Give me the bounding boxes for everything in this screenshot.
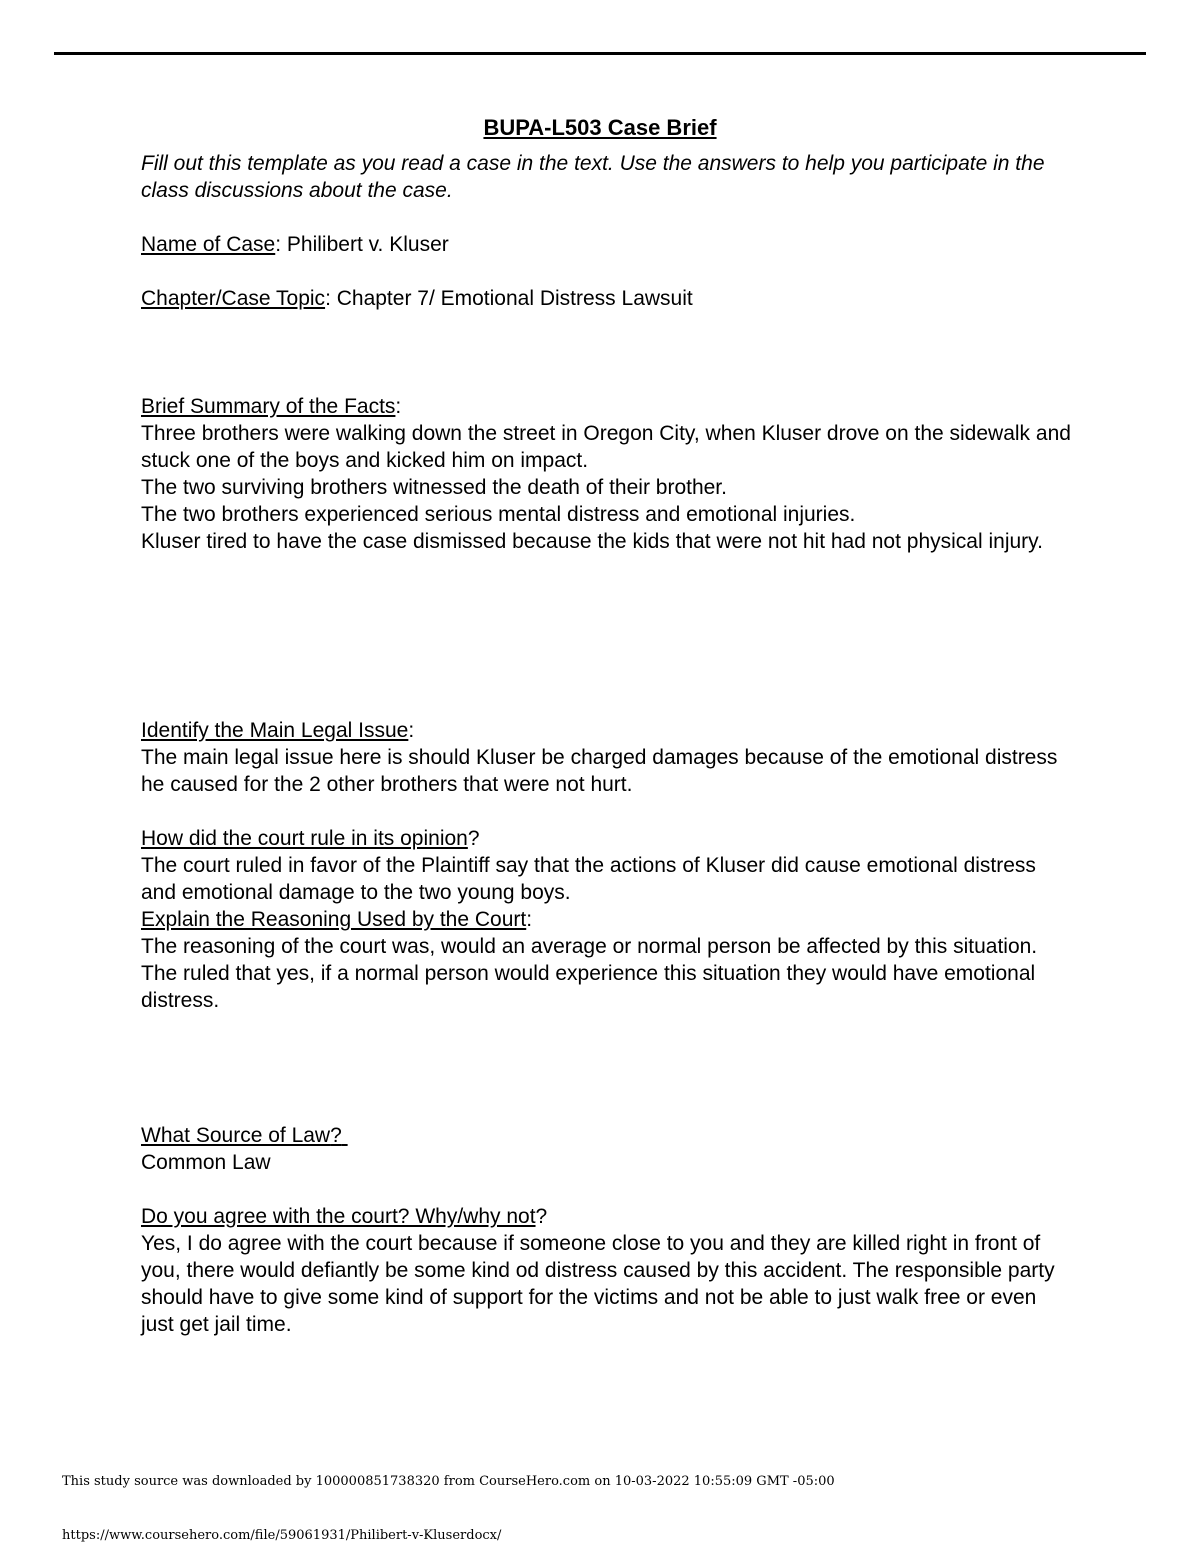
agree-label: Do you agree with the court? Why/why not <box>141 1205 536 1228</box>
legal-issue-suffix: : <box>408 719 415 742</box>
reasoning-suffix: : <box>526 908 533 931</box>
source-of-law-label: What Source of Law <box>141 1124 331 1147</box>
case-name-label: Name of Case <box>141 233 276 256</box>
case-name-value: : Philibert v. Kluser <box>275 233 449 256</box>
source-of-law-text: Common Law <box>141 1151 271 1174</box>
facts-paragraph: Kluser tired to have the case dismissed because the kids that were not hit had not physical injury. <box>141 530 1043 553</box>
chapter-topic-line <box>141 285 1071 312</box>
ruling-heading <box>141 825 1071 852</box>
case-name-line <box>141 231 1071 258</box>
reasoning-text: The reasoning of the court was, would an average or normal person be affected by this situation. The ruled that yes, if a normal person would experience this situation they would have emotional distress. <box>141 935 1038 1012</box>
header-rule <box>54 52 1146 55</box>
source-of-law-blank <box>342 1124 348 1147</box>
facts-suffix: : <box>395 395 402 418</box>
ruling-label: How did the court rule in its opinion <box>141 827 468 850</box>
facts-paragraph: The two brothers experienced serious mental distress and emotional injuries. <box>141 503 856 526</box>
agree-text: Yes, I do agree with the court because if someone close to you and they are killed right in front of you, there would defiantly be some kind od distress caused by this accident. The responsible party should have to give some kind of support for the victims and not be able to just walk free or even just get jail time. <box>141 1232 1055 1336</box>
source-of-law-heading <box>141 1122 1071 1149</box>
legal-issue-heading <box>141 717 1071 744</box>
facts-label: Brief Summary of the Facts <box>141 395 396 418</box>
document-body <box>141 150 1071 1338</box>
chapter-topic-value: : Chapter 7/ Emotional Distress Lawsuit <box>325 287 693 310</box>
source-url[interactable]: https://www.coursehero.com/file/59061931/Philibert-v-Kluserdocx/ <box>62 1528 502 1543</box>
legal-issue-label: Identify the Main Legal Issue <box>141 719 409 742</box>
document-title: BUPA-L503 Case Brief <box>483 115 717 140</box>
ruling-suffix: ? <box>467 827 480 850</box>
agree-suffix: ? <box>535 1205 548 1228</box>
chapter-topic-label: Chapter/Case Topic <box>141 287 326 310</box>
reasoning-label: Explain the Reasoning Used by the Court <box>141 908 527 931</box>
download-notice: This study source was downloaded by 100000851738320 from CourseHero.com on 10-03-2022 10:55:09 GMT -05:00 <box>62 1474 835 1489</box>
facts-paragraph: The two surviving brothers witnessed the death of their brother. <box>141 476 727 499</box>
facts-heading <box>141 393 1071 420</box>
facts-paragraph: Three brothers were walking down the street in Oregon City, when Kluser drove on the sidewalk and stuck one of the boys and kicked him on impact. <box>141 422 1071 472</box>
reasoning-heading <box>141 906 1071 933</box>
source-of-law-suffix: ? <box>330 1124 342 1147</box>
legal-issue-text: The main legal issue here is should Kluser be charged damages because of the emotional distress he caused for the 2 other brothers that were not hurt. <box>141 746 1058 796</box>
ruling-text: The court ruled in favor of the Plaintiff say that the actions of Kluser did cause emotional distress and emotional damage to the two young boys. <box>141 854 1036 904</box>
template-instructions: Fill out this template as you read a case in the text. Use the answers to help you participate in the class discussions about the case. <box>141 152 1045 202</box>
agree-heading <box>141 1203 1071 1230</box>
